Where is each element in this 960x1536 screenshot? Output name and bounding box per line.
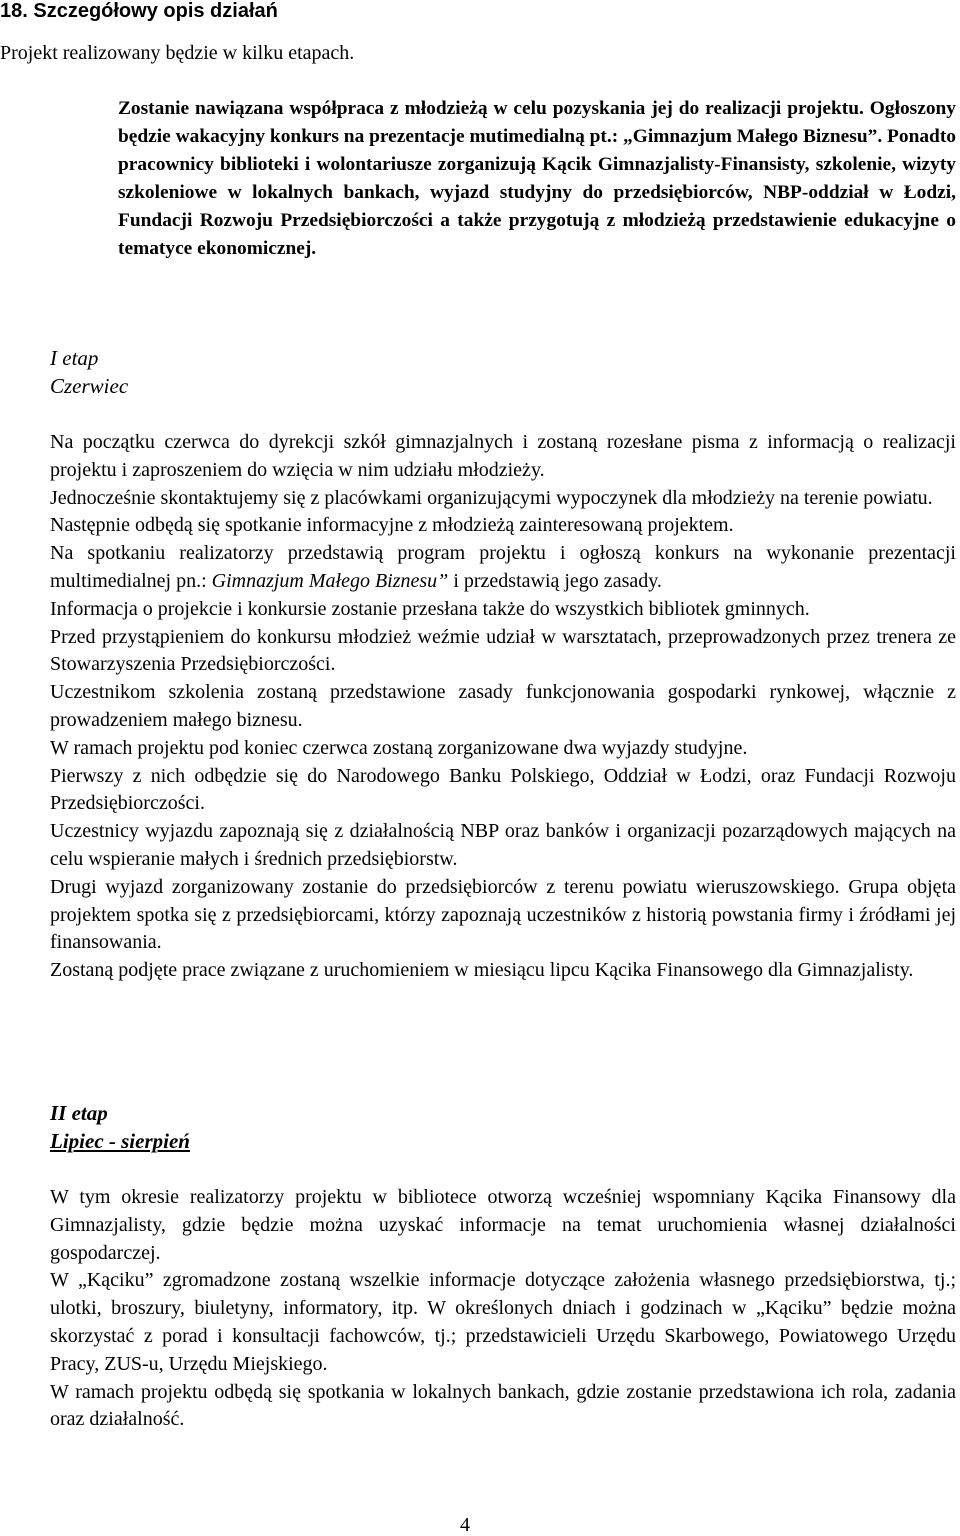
stage-1-title: I etap	[50, 346, 99, 370]
paragraph: Jednocześnie skontaktujemy się z placówkami organizującymi wypoczynek dla młodzieży na terenie powiatu.	[50, 486, 933, 509]
stage-2-body	[50, 1184, 956, 1434]
summary-paragraph: Zostanie nawiązana współpraca z młodzieżą w celu pozyskania jej do realizacji projektu. Ogłoszony będzie wakacyjny konkurs na prezentacje mutimedialną pt.: „Gimnazjum Małego Biznesu”. Ponadto pracownicy biblioteki i wolontariusze zorganizują Kącik Gimnazjalisty-Finansisty, szkolenie, wizyty szkoleniowe w lokalnych bankach, wyjazd studyjny do przedsiębiorców, NBP-oddział w Łodzi, Fundacji Rozwoju Przedsiębiorczości a także przygotują z młodzieżą przedstawienie edukacyjne o tematyce ekonomicznej.	[118, 98, 956, 259]
contest-title: Gimnazjum Małego Biznesu”	[211, 569, 449, 592]
paragraph: Następnie odbędą się spotkanie informacyjne z młodzieżą zainteresowaną projektem.	[50, 514, 734, 537]
paragraph: Przed przystąpieniem do konkursu młodzież weźmie udział w warsztatach, przeprowadzonych przez trenera ze Stowarzyszenia Przedsiębiorczości.	[50, 625, 956, 676]
stage-1-period: Czerwiec	[50, 374, 129, 398]
paragraph: Na początku czerwca do dyrekcji szkół gimnazjalnych i zostaną rozesłane pisma z informacją o realizacji projektu i zaproszeniem do wzięcia w nim udziału młodzieży.	[50, 431, 956, 481]
paragraph: Uczestnikom szkolenia zostaną przedstawione zasady funkcjonowania gospodarki rynkowej, włącznie z prowadzeniem małego biznesu.	[50, 681, 956, 731]
section-heading: 18. Szczegółowy opis działań	[0, 0, 278, 22]
paragraph: W ramach projektu pod koniec czerwca zostaną zorganizowane dwa wyjazdy studyjne.	[50, 736, 748, 759]
paragraph	[50, 540, 956, 596]
intro-text: Projekt realizowany będzie w kilku etapach.	[0, 42, 355, 64]
stage-1-heading	[50, 344, 128, 400]
paragraph: W „Kąciku” zgromadzone zostaną wszelkie informacje dotyczące założenia własnego przedsiębiorstwa, tj.; ulotki, broszury, biuletyny, informatory, itp. W określonych dniach i godzinach w „Kąciku” będzie można skorzystać z porad i konsultacji fachowców, tj.; przedstawicieli Urzędu Skarbowego, Powiatowego Urzędu Pracy, ZUS-u, Urzędu Miejskiego.	[50, 1269, 956, 1375]
stage-1-body	[50, 429, 956, 985]
paragraph: W tym okresie realizatorzy projektu w bibliotece otworzą wcześniej wspomniany Kącika Finansowy dla Gimnazjalisty, gdzie będzie można uzyskać informacje na temat uruchomienia własnej działalności gospodarczej.	[50, 1186, 956, 1264]
paragraph: W ramach projektu odbędą się spotkania w lokalnych bankach, gdzie zostanie przedstawiona ich rola, zadania oraz działalność.	[50, 1380, 956, 1431]
page-number: 4	[460, 1514, 470, 1536]
paragraph: Uczestnicy wyjazdu zapoznają się z działalnością NBP oraz banków i organizacji pozarządowych mających na celu wspieranie małych i średnich przedsiębiorstw.	[50, 820, 956, 870]
stage-2-heading	[50, 1099, 190, 1155]
paragraph-text: Na spotkaniu realizatorzy przedstawią program projektu i ogłoszą konkurs na wykonanie prezentacji multimedialnej pn.:	[50, 542, 956, 592]
paragraph-text: i przedstawią jego zasady.	[448, 569, 662, 592]
stage-2-title: II etap	[50, 1101, 108, 1125]
paragraph: Informacja o projekcie i konkursie zostanie przesłana także do wszystkich bibliotek gminnych.	[50, 597, 810, 620]
paragraph: Drugi wyjazd zorganizowany zostanie do przedsiębiorców z terenu powiatu wieruszowskiego. Grupa objęta projektem spotka się z przedsiębiorcami, którzy zapoznają uczestników z historią powstania firmy i źródłami jej finansowania.	[50, 875, 956, 954]
stage-2-period: Lipiec - sierpień	[50, 1129, 190, 1153]
paragraph: Zostaną podjęte prace związane z uruchomieniem w miesiącu lipcu Kącika Finansowego dla Gimnazjalisty.	[50, 959, 914, 982]
paragraph: Pierwszy z nich odbędzie się do Narodowego Banku Polskiego, Oddział w Łodzi, oraz Fundacji Rozwoju Przedsiębiorczości.	[50, 764, 956, 815]
